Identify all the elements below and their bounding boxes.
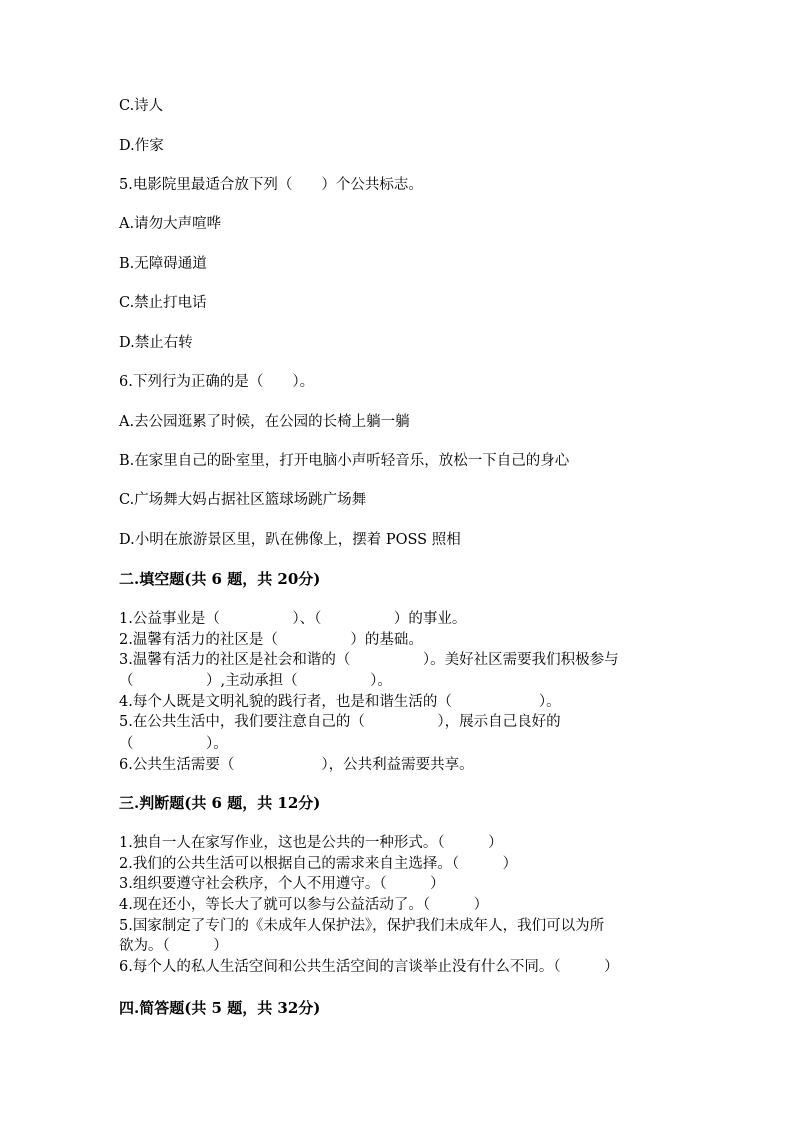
judge-line: 欲为。（ ） [119,938,228,954]
judge-line: 5.国家制定了专门的《未成年人保护法》，保护我们未成年人，我们可以为所 [119,918,605,934]
judge-line: 4.现在还小，等长大了就可以参与公益活动了。（ ） [119,897,489,913]
judge-line: 2.我们的公共生活可以根据自己的需求来自主选择。（ ） [119,856,518,872]
section2-heading: 二.填空题(共 6 题，共 20分) [119,570,321,588]
q6-option-a: A.去公园逛累了时候，在公园的长椅上躺一躺 [119,414,410,430]
q6-option-c: C.广场舞大妈占据社区篮球场跳广场舞 [119,492,367,508]
fill-line: 2.温馨有活力的社区是（ ）的基础。 [119,632,423,648]
q5-option-b: B.无障碍通道 [119,256,207,272]
q5-option-c: C.禁止打电话 [119,295,207,311]
fill-line: （ ）,主动承担（ ）。 [119,673,392,689]
fill-line: 6.公共生活需要（ ），公共利益需要共享。 [119,757,474,773]
fill-line: （ ）。 [119,736,228,752]
q6-option-d: D.小明在旅游景区里，趴在佛像上，摆着 POSS 照相 [119,532,461,548]
fill-line: 5.在公共生活中，我们要注意自己的（ ），展示自己良好的 [119,714,561,730]
q4-option-d: D.作家 [119,138,164,154]
section3-heading: 三.判断题(共 6 题，共 12分) [119,794,321,812]
fill-line: 3.温馨有活力的社区是社会和谐的（ ）。美好社区需要我们积极参与 [119,652,619,668]
fill-line: 4.每个人既是文明礼貌的践行者，也是和谐生活的（ ）。 [119,694,561,710]
fill-line: 1.公益事业是（ ）、（ ）的事业。 [119,611,467,627]
q6-stem: 6.下列行为正确的是（ ）。 [119,374,315,390]
q5-option-d: D.禁止右转 [119,335,193,351]
judge-line: 3.组织要遵守社会秩序，个人不用遵守。（ ） [119,876,445,892]
judge-line: 6.每个人的私人生活空间和公共生活空间的言谈举止没有什么不同。（ ） [119,959,619,975]
q6-option-b: B.在家里自己的卧室里，打开电脑小声听轻音乐，放松一下自己的身心 [119,453,570,469]
section4-heading: 四.简答题(共 5 题，共 32分) [119,999,321,1017]
q5-stem: 5.电影院里最适合放下列（ ）个公共标志。 [119,177,423,193]
judge-line: 1.独自一人在家写作业，这也是公共的一种形式。（ ） [119,835,503,851]
q4-option-c: C.诗人 [119,98,164,114]
q5-option-a: A.请勿大声喧哗 [119,216,222,232]
